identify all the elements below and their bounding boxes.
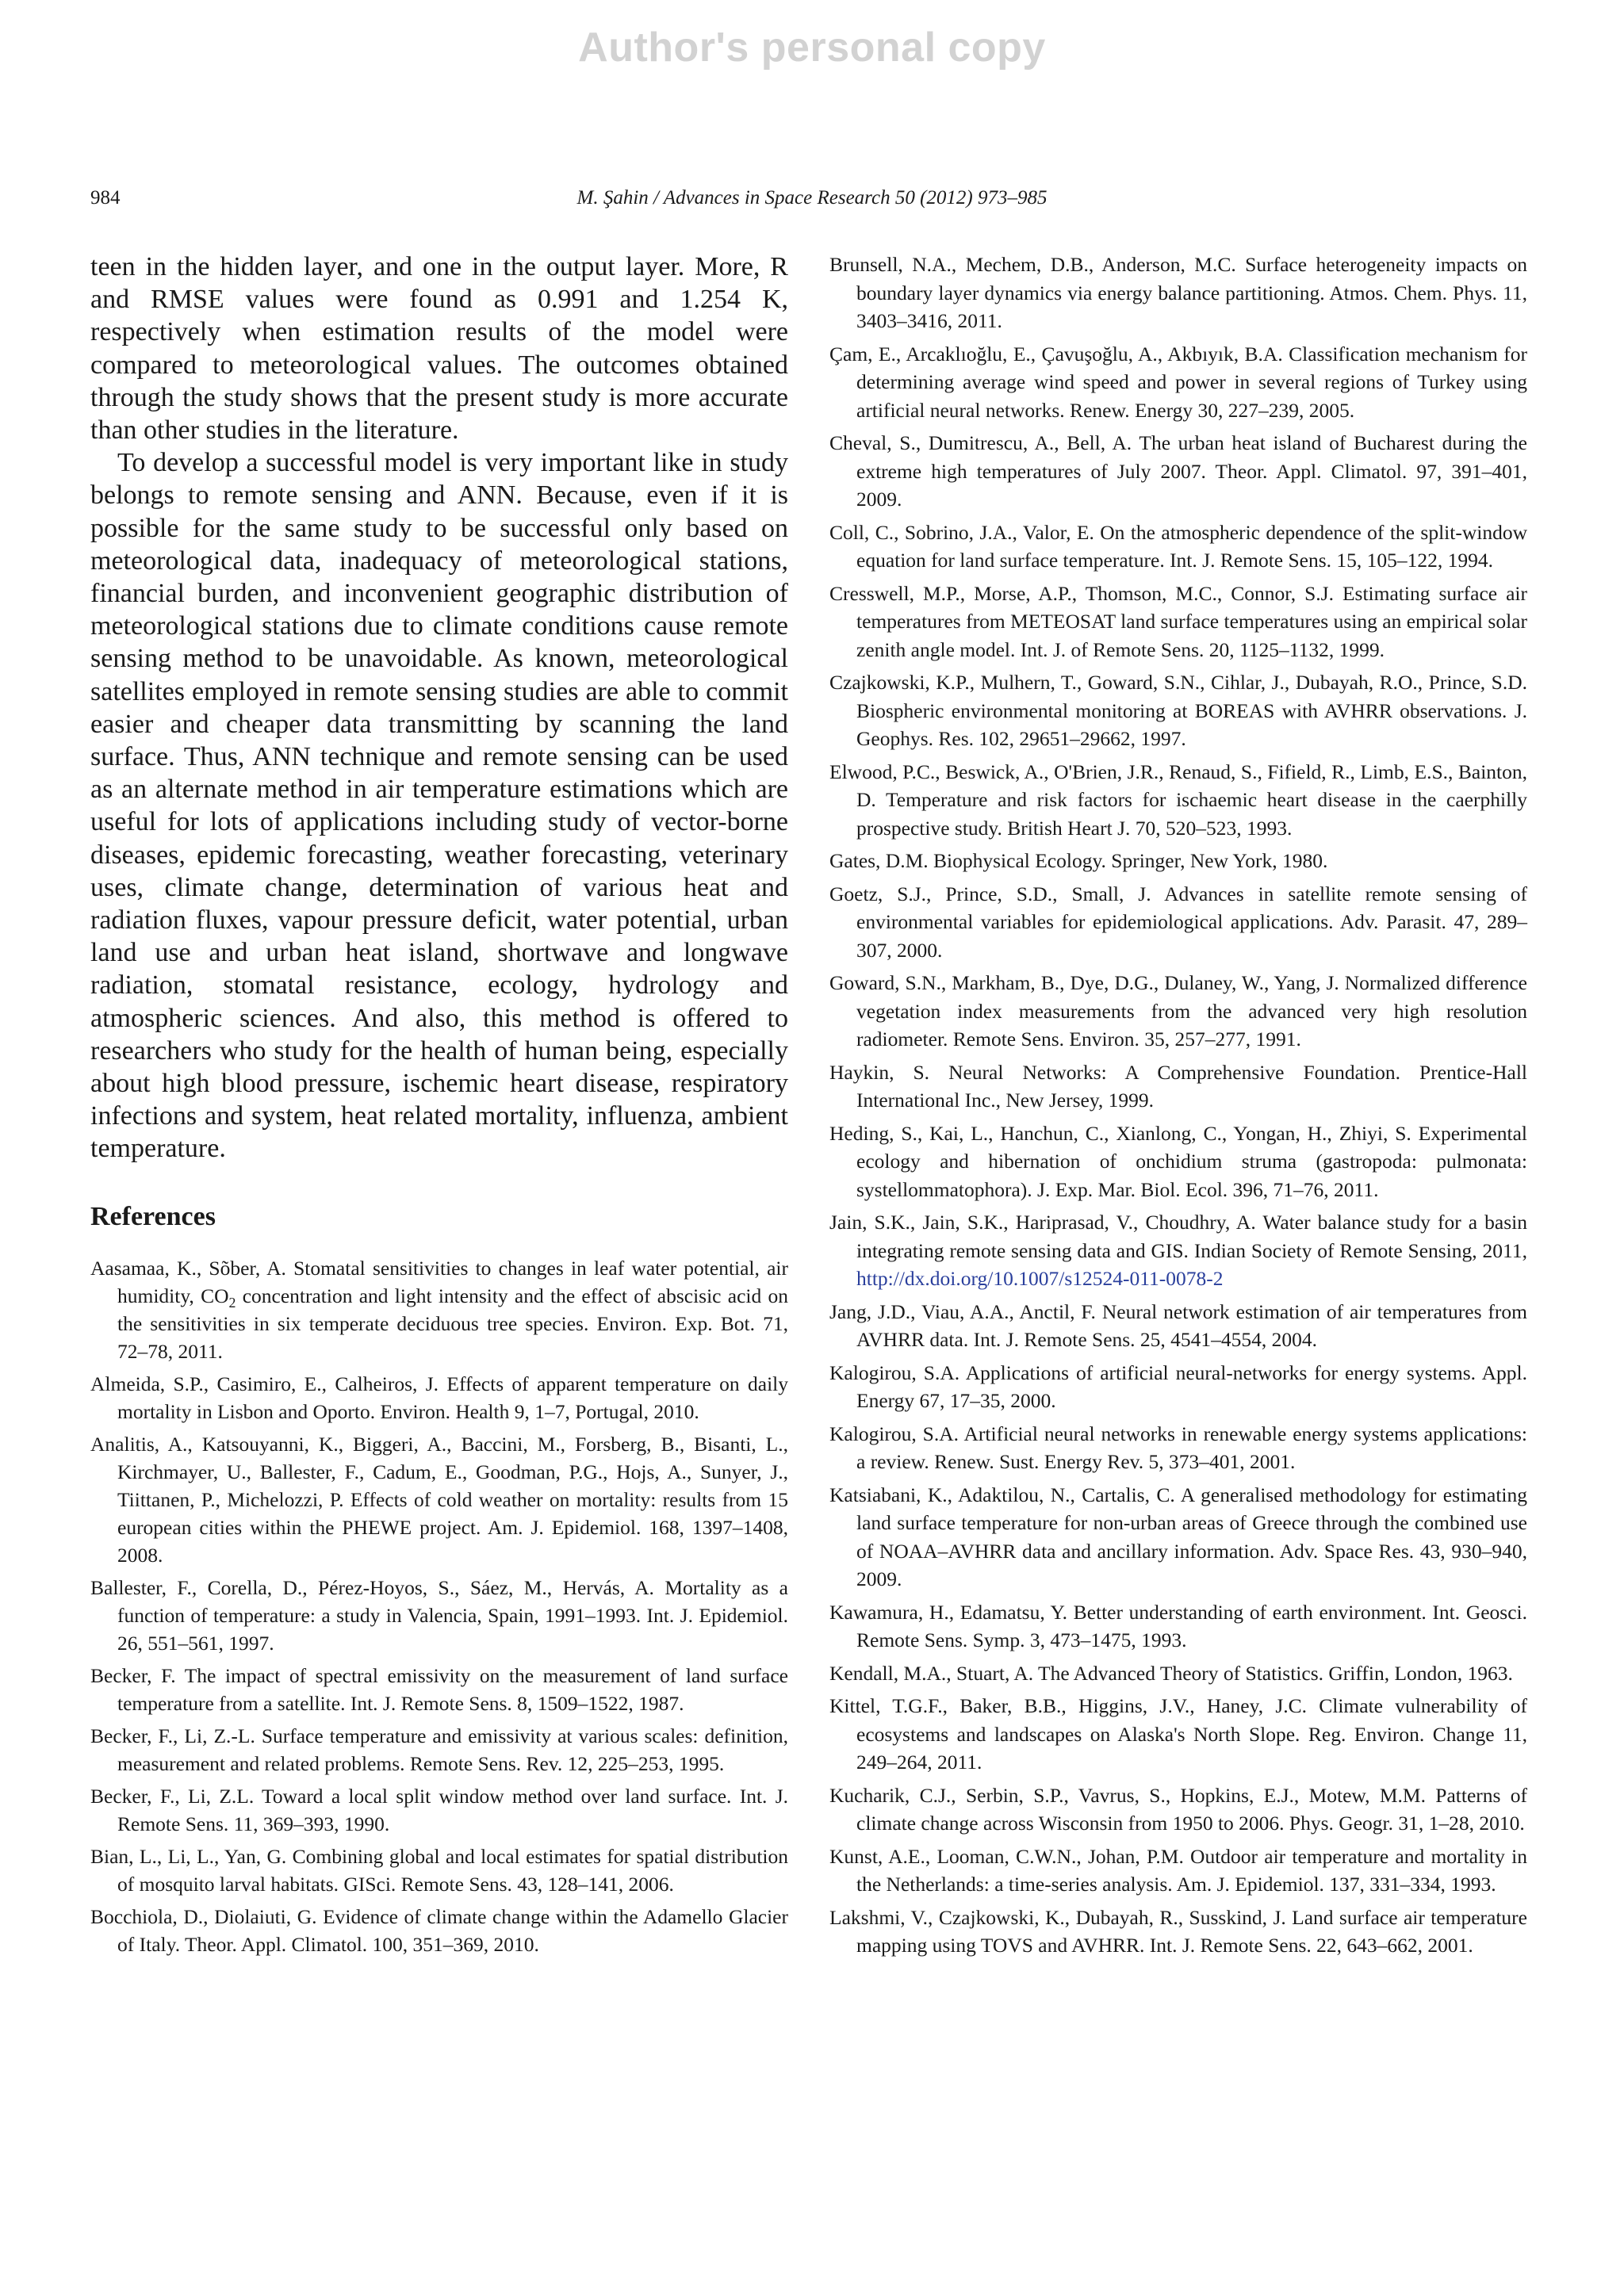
reference-item: Analitis, A., Katsouyanni, K., Biggeri, A., Baccini, M., Forsberg, B., Bisanti, L., Kirchmayer, U., Ballester, F., Cadum, E., Goodman, P.G., Hojs, A., Sunyer, J., Tiittanen, P., Michelozzi, P. Effects of cold weather on mortality: results from 15 european cities within the PHEWE project. Am. J. Epidemiol. 168, 1397–1408, 2008. [90, 1432, 788, 1567]
watermark: Author's personal copy [578, 25, 1046, 71]
reference-item: Goward, S.N., Markham, B., Dye, D.G., Dulaney, W., Yang, J. Normalized difference vegetation index measurements from the advanced very high resolution radiometer. Remote Sens. Environ. 35, 257–277, 1991. [829, 971, 1527, 1050]
reference-item: Coll, C., Sobrino, J.A., Valor, E. On the atmospheric dependence of the split-window equation for land surface temperature. Int. J. Remote Sens. 15, 105–122, 1994. [829, 520, 1527, 572]
reference-item: Jain, S.K., Jain, S.K., Hariprasad, V., Choudhry, A. Water balance study for a basin integrating remote sensing data and GIS. Indian Society of Remote Sensing, 2011, http://dx.doi.org/10.1007/s12524-011-0078-2 [829, 1211, 1527, 1290]
reference-item: Ballester, F., Corella, D., Pérez-Hoyos, S., Sáez, M., Hervás, A. Mortality as a function of temperature: a study in Valencia, Spain, 1991–1993. Int. J. Epidemiol. 26, 551–561, 1997. [90, 1575, 788, 1655]
body-paragraph-1: teen in the hidden layer, and one in the output layer. More, R and RMSE values were found as 0.991 and 1.254 K, respectively when estimation results of the model were compared to meteorological values. The outcomes obtained through the study shows that the present study is more accurate than other studies in the literature. [90, 252, 788, 446]
reference-item: Heding, S., Kai, L., Hanchun, C., Xianlong, C., Yongan, H., Zhiyi, S. Experimental ecology and hibernation of onchidium struma (gastropoda: pulmonata: systellommatophora). J. Exp. Mar. Biol. Ecol. 396, 71–76, 2011. [829, 1121, 1527, 1201]
reference-item: Bocchiola, D., Diolaiuti, G. Evidence of climate change within the Adamello Glacier of Italy. Theor. Appl. Climatol. 100, 351–369, 2010. [90, 1904, 788, 1956]
right-column [829, 251, 1527, 1965]
running-head [90, 187, 1534, 219]
reference-item: Gates, D.M. Biophysical Ecology. Springer, New York, 1980. [829, 849, 1328, 872]
reference-item: Brunsell, N.A., Mechem, D.B., Anderson, M.C. Surface heterogeneity impacts on boundary layer dynamics via energy balance partitioning. Atmos. Chem. Phys. 11, 3403–3416, 2011. [829, 253, 1527, 332]
reference-item: Kucharik, C.J., Serbin, S.P., Vavrus, S., Hopkins, E.J., Motew, M.M. Patterns of climate change across Wisconsin from 1950 to 2006. Phys. Geogr. 31, 1–28, 2010. [829, 1783, 1527, 1835]
references-heading: References [90, 1201, 216, 1231]
doi-link[interactable]: http://dx.doi.org/10.1007/s12524-011-0078-2 [856, 1267, 1224, 1290]
reference-item: Katsiabani, K., Adaktilou, N., Cartalis, C. A generalised methodology for estimating land surface temperature for non-urban areas of Greece through the combined use of NOAA–AVHRR data and ancillary information. Adv. Space Res. 43, 930–940, 2009. [829, 1483, 1527, 1590]
reference-item: Aasamaa, K., Sõber, A. Stomatal sensitivities to changes in leaf water potential, air humidity, $CO_2$ concentration and light intensity and the effect of abscisic acid on the sensitivities in six temperate deciduous tree species. Environ. Exp. Bot. 71, 72–78, 2011. [90, 1256, 788, 1363]
reference-item: Kendall, M.A., Stuart, A. The Advanced Theory of Statistics. Griffin, London, 1963. [829, 1661, 1513, 1685]
body-paragraph-2: To develop a successful model is very important like in study belongs to remote sensing and ANN. Because, even if it is possible for the same study to be successful only based on meteorological data, inadequacy of meteorological stations, financial burden, and inconvenient geographic distribution of meteorological stations due to climate conditions cause remote sensing method to be unavoidable. As known, meteorological satellites employed in remote sensing studies are able to commit easier and cheaper data transmitting by scanning the land surface. Thus, ANN technique and remote sensing can be used as an alternate method in air temperature estimations which are useful for lots of applications including study of vector-borne diseases, epidemic forecasting, weather forecasting, veterinary uses, climate change, determination of various heat and radiation fluxes, vapour pressure deficit, water potential, urban land use and urban heat island, shortwave and longwave radiation, stomatal resistance, ecology, hydrology and atmospheric sciences. And also, this method is offered to researchers who study for the health of human being, especially about high blood pressure, ischemic heart disease, respiratory infections and system, heat related mortality, influenza, ambient temperature. [90, 448, 788, 1164]
reference-item: Becker, F., Li, Z.-L. Surface temperature and emissivity at various scales: definition, measurement and related problems. Remote Sens. Rev. 12, 225–253, 1995. [90, 1724, 788, 1775]
reference-item: Czajkowski, K.P., Mulhern, T., Goward, S.N., Cihlar, J., Dubayah, R.O., Prince, S.D. Biospheric environmental monitoring at BOREAS with AVHRR observations. J. Geophys. Res. 102, 29651–29662, 1997. [829, 671, 1527, 750]
reference-item: Kunst, A.E., Looman, C.W.N., Johan, P.M. Outdoor air temperature and mortality in the Netherlands: a time-series analysis. Am. J. Epidemiol. 137, 331–334, 1993. [829, 1844, 1527, 1896]
reference-item: Bian, L., Li, L., Yan, G. Combining global and local estimates for spatial distribution of mosquito larval habitats. GISci. Remote Sens. 43, 128–141, 2006. [90, 1844, 788, 1896]
reference-item: Kalogirou, S.A. Artificial neural networks in renewable energy systems applications: a review. Renew. Sust. Energy Rev. 5, 373–401, 2001. [829, 1422, 1527, 1473]
reference-item: Jang, J.D., Viau, A.A., Anctil, F. Neural network estimation of air temperatures from AVHRR data. Int. J. Remote Sens. 25, 4541–4554, 2004. [829, 1299, 1527, 1351]
reference-item: Becker, F., Li, Z.L. Toward a local split window method over land surface. Int. J. Remote Sens. 11, 369–393, 1990. [90, 1784, 788, 1835]
journal-citation: M. Şahin / Advances in Space Research 50 (2012) 973–985 [576, 187, 1048, 209]
reference-item: Kawamura, H., Edamatsu, Y. Better understanding of earth environment. Int. Geosci. Remote Sens. Symp. 3, 473–1475, 1993. [829, 1600, 1527, 1651]
page-number: 984 [90, 187, 121, 209]
reference-item: Cresswell, M.P., Morse, A.P., Thomson, M.C., Connor, S.J. Estimating surface air temperatures from METEOSAT land surface temperatures using an empirical solar zenith angle model. Int. J. of Remote Sens. 20, 1125–1132, 1999. [829, 581, 1527, 661]
reference-item: Çam, E., Arcaklıoğlu, E., Çavuşoğlu, A., Akbıyık, B.A. Classification mechanism for determining average wind speed and power in several regions of Turkey using artificial neural networks. Renew. Energy 30, 227–239, 2005. [829, 342, 1527, 422]
references-list-left [90, 1370, 788, 1958]
reference-item: Cheval, S., Dumitrescu, A., Bell, A. The urban heat island of Bucharest during the extreme high temperatures of July 2007. Theor. Appl. Climatol. 97, 391–401, 2009. [829, 431, 1527, 511]
reference-item: Lakshmi, V., Czajkowski, K., Dubayah, R., Susskind, J. Land surface air temperature mapping using TOVS and AVHRR. Int. J. Remote Sens. 22, 643–662, 2001. [829, 1905, 1527, 1957]
left-column [90, 251, 788, 1963]
references-list-right-a [829, 251, 1527, 1203]
reference-item: Kalogirou, S.A. Applications of artificial neural-networks for energy systems. Appl. Energy 67, 17–35, 2000. [829, 1360, 1527, 1412]
reference-item: Elwood, P.C., Beswick, A., O'Brien, J.R., Renaud, S., Fifield, R., Limb, E.S., Bainton, D. Temperature and risk factors for ischaemic heart disease in the caerphilly prospective study. British Heart J. 70, 520–523, 1993. [829, 760, 1527, 840]
reference-item: Becker, F. The impact of spectral emissivity on the measurement of land surface temperature from a satellite. Int. J. Remote Sens. 8, 1509–1522, 1987. [90, 1663, 788, 1715]
reference-item: Almeida, S.P., Casimiro, E., Calheiros, J. Effects of apparent temperature on daily mortality in Lisbon and Oporto. Environ. Health 9, 1–7, Portugal, 2010. [90, 1372, 788, 1423]
reference-item: Goetz, S.J., Prince, S.D., Small, J. Advances in satellite remote sensing of environmental variables for epidemiological applications. Adv. Parasit. 47, 289–307, 2000. [829, 882, 1527, 962]
reference-item: Kittel, T.G.F., Baker, B.B., Higgins, J.V., Haney, J.C. Climate vulnerability of ecosystems and landscapes on Alaska's North Slope. Reg. Environ. Change 11, 249–264, 2011. [829, 1694, 1527, 1774]
reference-item: Haykin, S. Neural Networks: A Comprehensive Foundation. Prentice-Hall International Inc., New Jersey, 1999. [829, 1060, 1527, 1112]
references-list-right-b [829, 1298, 1527, 1960]
